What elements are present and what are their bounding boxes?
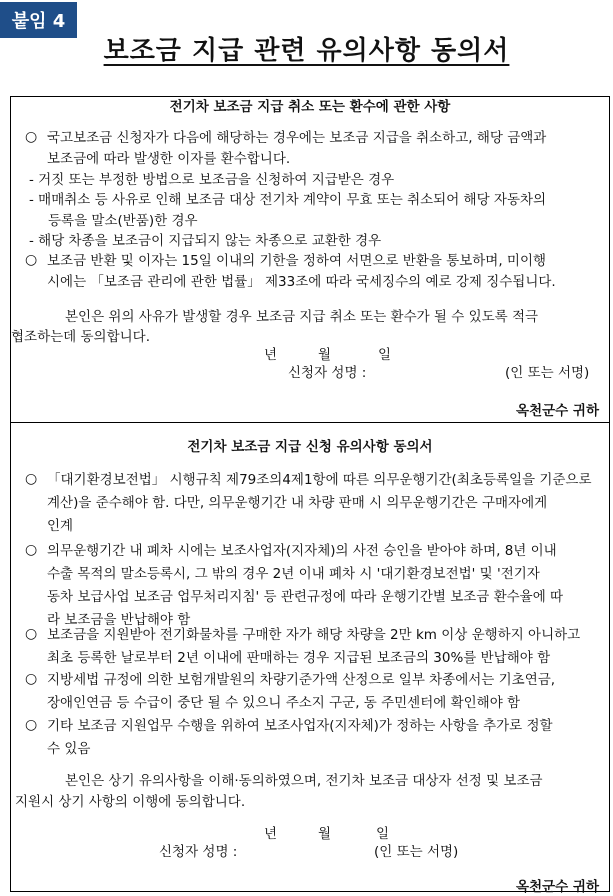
s2-date-day: 일 bbox=[376, 826, 390, 842]
s1-sub2-line1: - 매매취소 등 사유로 인해 보조금 대상 전기차 계약이 무효 또는 취소되어 해당 자동차의 bbox=[29, 192, 547, 208]
s2-consent-line2: 지원시 상기 사항의 이행에 동의합니다. bbox=[15, 794, 246, 810]
s2-date-year: 년 bbox=[264, 826, 278, 842]
s1-item2-line2: 시에는 「보조금 관리에 관한 법률」 제33조에 따라 국세징수의 예로 강제 징수됩니다. bbox=[47, 274, 556, 290]
s1-date-year: 년 bbox=[264, 347, 278, 363]
section-cancel-refund bbox=[10, 96, 610, 423]
s2-applicant-label: 신청자 성명 : bbox=[159, 844, 238, 860]
bullet-circle: ○ bbox=[25, 626, 38, 642]
bullet-circle: ○ bbox=[25, 471, 38, 487]
s1-date-month: 월 bbox=[318, 347, 332, 363]
section1-heading: 전기차 보조금 지급 취소 또는 환수에 관한 사항 bbox=[169, 99, 451, 115]
s2-date-month: 월 bbox=[318, 826, 332, 842]
s2-item5-line2: 수 있음 bbox=[47, 741, 91, 757]
s1-applicant-label: 신청자 성명 : bbox=[288, 365, 367, 381]
s2-item2-line2: 수출 목적의 말소등록시, 그 밖의 경우 2년 이내 폐차 시 '대기환경보전법' 및 '전기자 bbox=[47, 566, 540, 582]
s2-item2-line1: 의무운행기간 내 폐차 시에는 보조사업자(지자체)의 사전 승인을 받아야 하며, 8년 이내 bbox=[47, 543, 557, 559]
s1-issuer: 옥천군수 귀하 bbox=[516, 403, 599, 419]
s1-item1-line2: 보조금에 따라 발생한 이자를 환수합니다. bbox=[47, 151, 291, 167]
s1-seal-label: (인 또는 서명) bbox=[505, 365, 590, 381]
s2-item1-line3: 인계 bbox=[47, 518, 74, 534]
s2-item2-line4: 라 보조금을 반납해야 함 bbox=[47, 612, 191, 628]
s2-consent-line1: 본인은 상기 유의사항을 이해·동의하였으며, 전기차 보조금 대상자 선정 및 보조금 bbox=[65, 773, 543, 789]
s2-seal-label: (인 또는 서명) bbox=[374, 844, 459, 860]
bullet-circle: ○ bbox=[25, 717, 38, 733]
s1-sub2-line2: 등록을 말소(반품)한 경우 bbox=[48, 213, 198, 229]
s1-item1-line1: 국고보조금 신청자가 다음에 해당하는 경우에는 보조금 지급을 취소하고, 해당 금액과 bbox=[47, 130, 547, 146]
s1-date-day: 일 bbox=[378, 347, 392, 363]
s2-item1-line1: 「대기환경보전법」 시행규칙 제79조의4제1항에 따른 의무운행기간(최초등록일을 기준으로 bbox=[47, 472, 592, 488]
page-title: 보조금 지급 관련 유의사항 동의서 bbox=[103, 36, 510, 66]
s2-item1-line2: 계산)을 준수해야 함. 다만, 의무운행기간 내 차량 판매 시 의무운행기간은 구매자에게 bbox=[47, 495, 548, 511]
s2-item3-line1: 보조금을 지원받아 전기화물차를 구매한 자가 해당 차량을 2만 km 이상 운행하지 아니하고 bbox=[47, 627, 581, 643]
s2-item4-line1: 지방세법 규정에 의한 보험개발원의 차량기준가액 산정으로 일부 차종에서는 기초연금, bbox=[47, 672, 556, 688]
bullet-circle: ○ bbox=[25, 129, 38, 145]
s1-sub3: - 해당 차종을 보조금이 지급되지 않는 차종으로 교환한 경우 bbox=[29, 233, 382, 249]
s1-consent-line1: 본인은 위의 사유가 발생할 경우 보조금 지급 취소 또는 환수가 될 수 있도록 적극 bbox=[65, 309, 539, 325]
s2-item4-line2: 장애인연금 등 수급이 중단 될 수 있으니 주소지 구군, 동 주민센터에 확인해야 함 bbox=[47, 695, 521, 711]
s2-issuer: 옥천군수 귀하 bbox=[516, 879, 599, 895]
bullet-circle: ○ bbox=[25, 542, 38, 558]
bullet-circle: ○ bbox=[25, 671, 38, 687]
section-application-notes bbox=[10, 422, 610, 895]
s2-item5-line1: 기타 보조금 지원업무 수행을 위하여 보조사업자(지자체)가 정하는 사항을 추가로 정할 bbox=[47, 718, 553, 734]
s1-consent-line2: 협조하는데 동의합니다. bbox=[11, 329, 150, 345]
section2-heading: 전기차 보조금 지급 신청 유의사항 동의서 bbox=[187, 439, 433, 455]
s1-sub1: - 거짓 또는 부정한 방법으로 보조금을 신청하여 지급받은 경우 bbox=[29, 172, 395, 188]
bullet-circle: ○ bbox=[25, 252, 38, 268]
s2-item2-line3: 동차 보급사업 보조금 업무처리지침' 등 관련규정에 따라 운행기간별 보조금 환수율에 따 bbox=[47, 589, 564, 605]
attachment-tag: 붙임 4 bbox=[0, 2, 77, 38]
s1-item2-line1: 보조금 반환 및 이자는 15일 이내의 기한을 정하여 서면으로 반환을 통보하며, 미이행 bbox=[47, 253, 547, 269]
s2-item3-line2: 최초 등록한 날로부터 2년 이내에 판매하는 경우 지급된 보조금의 30%를 반납해야 함 bbox=[47, 650, 551, 666]
